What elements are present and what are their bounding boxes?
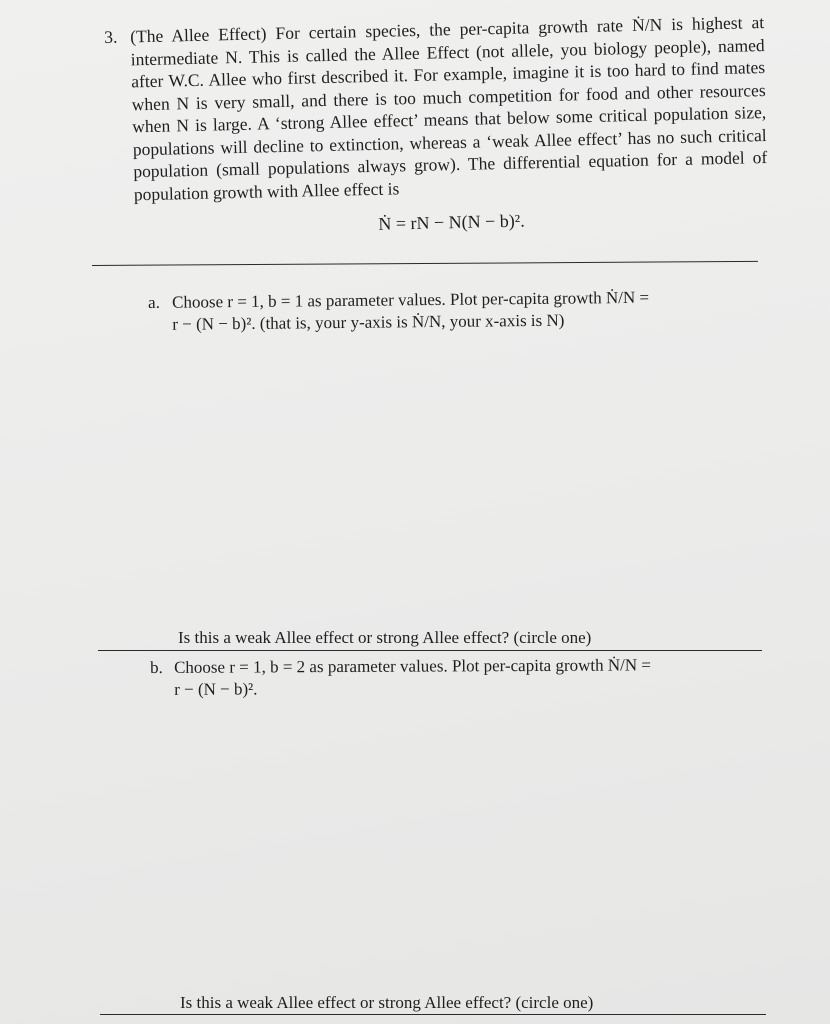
divider-top xyxy=(92,261,758,266)
problem-statement: (The Allee Effect) For certain species, the per-capita growth rate Ṅ/N is highest at intermediate N. This is called the Allee Effect (not allele, you biology people), named after W.C. Allee who first described it. For example, imagine it is too hard to find mates when N is very small, and there is too much competition for food and other resources when N is large. A ‘strong Allee effect’ means that below some critical population size, populations will decline to extinction, whereas a ‘weak Allee effect’ has no such critical population (small populations always grow). The differential equation for a model of population growth with Allee effect is xyxy=(130,12,768,204)
divider-b xyxy=(100,1014,766,1015)
problem-3 xyxy=(104,11,769,242)
part-b-answer-space[interactable] xyxy=(150,705,760,980)
part-a-label: a. xyxy=(148,292,161,312)
part-b-label: b. xyxy=(150,657,163,677)
problem-number: 3. xyxy=(104,26,118,47)
part-b-instruction-line2: r − (N − b)². xyxy=(174,679,258,699)
part-a xyxy=(148,286,758,336)
part-a-answer-space[interactable] xyxy=(150,345,760,615)
allee-equation: Ṅ = rN − N(N − b)². xyxy=(378,210,525,234)
part-b-question: Is this a weak Allee effect or strong Allee effect? (circle one) xyxy=(180,993,594,1012)
part-b-instruction-line1: Choose r = 1, b = 2 as parameter values. Plot per-capita growth Ṅ/N = xyxy=(174,655,652,677)
divider-a xyxy=(98,650,762,651)
part-a-instruction-line2: r − (N − b)². (that is, your y-axis is Ṅ/N, your x-axis is N) xyxy=(172,310,565,334)
part-a-instruction-line1: Choose r = 1, b = 1 as parameter values. Plot per-capita growth Ṅ/N = xyxy=(172,287,650,312)
part-a-question: Is this a weak Allee effect or strong Allee effect? (circle one) xyxy=(178,628,592,647)
part-b xyxy=(150,654,760,701)
